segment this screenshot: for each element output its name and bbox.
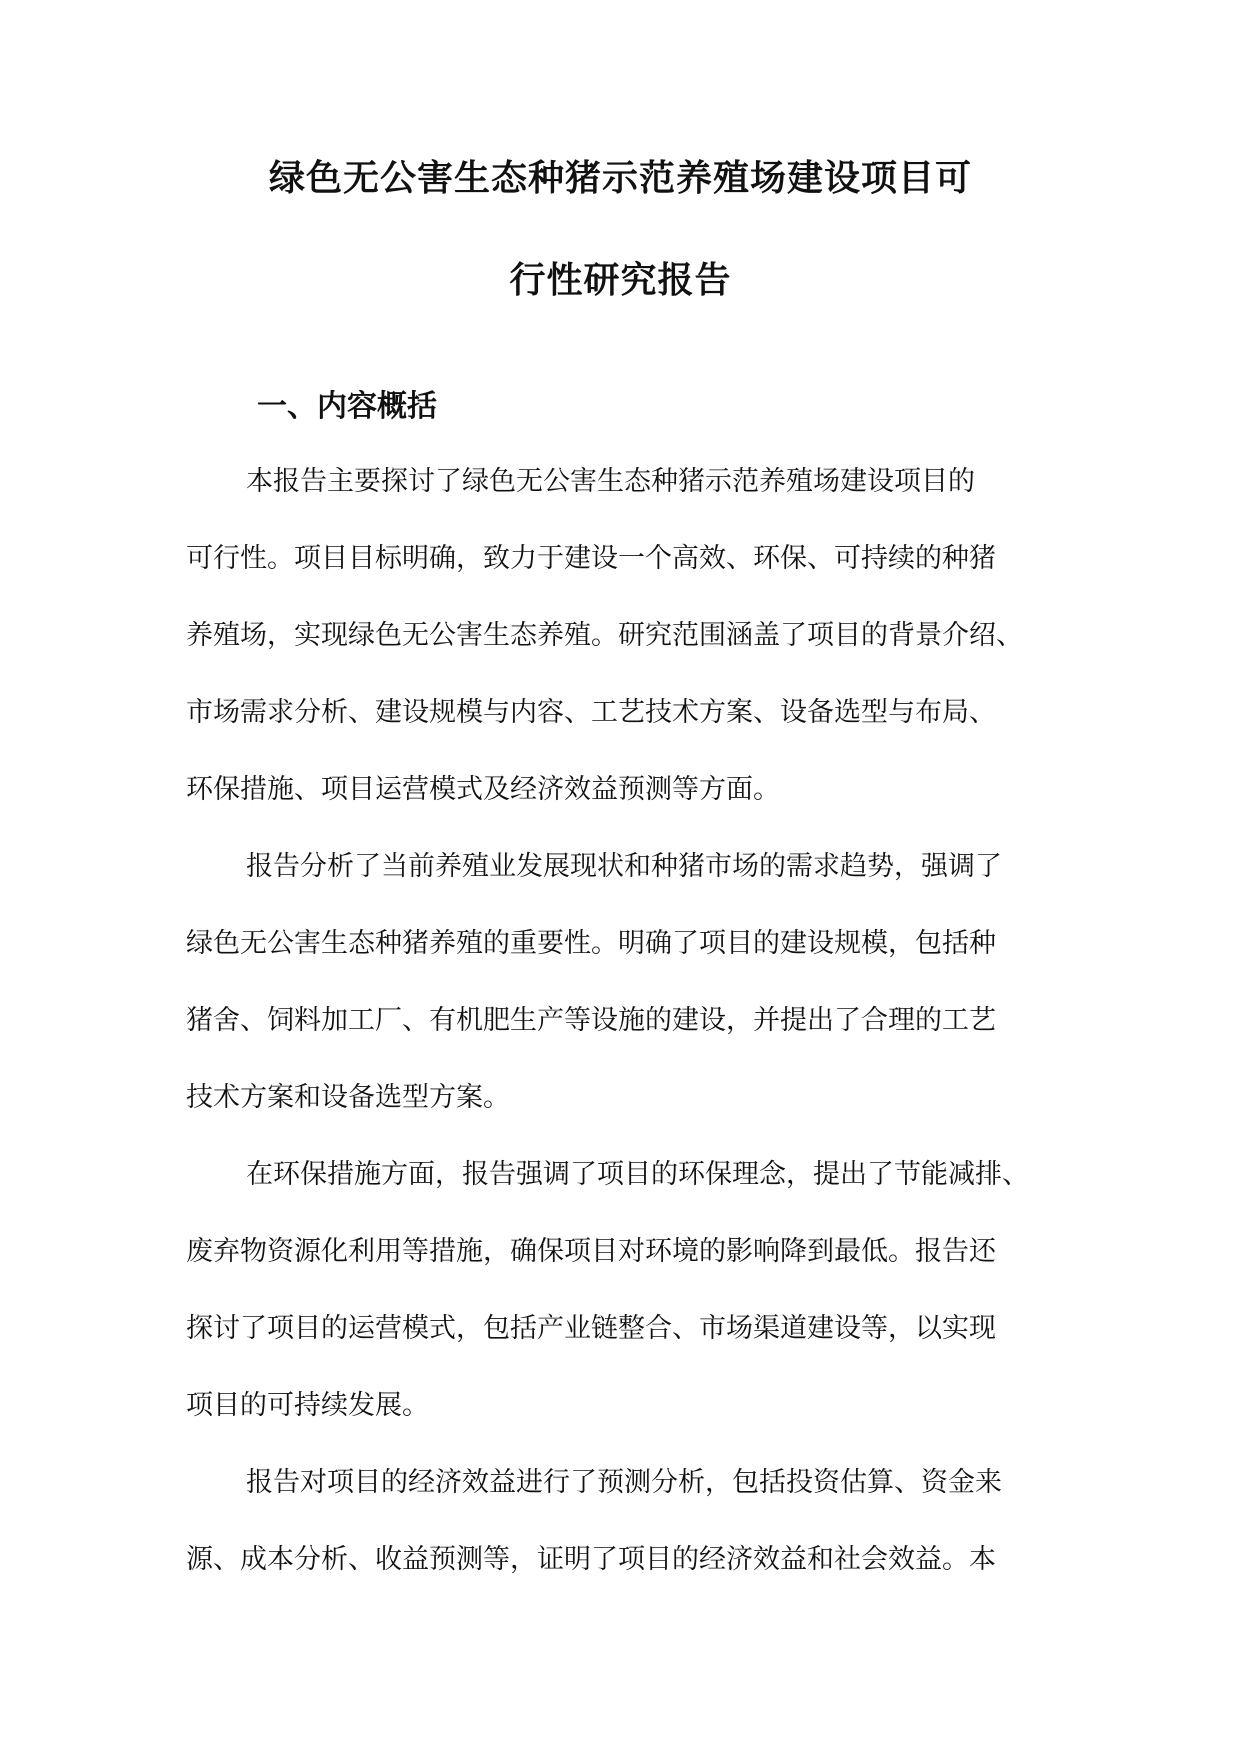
paragraph-4-line-2: 源、成本分析、收益预测等，证明了项目的经济效益和社会效益。本 — [186, 1544, 996, 1575]
paragraph-2-line-3: 猪舍、饲料加工厂、有机肥生产等设施的建设，并提出了合理的工艺 — [186, 1005, 996, 1036]
paragraph-2-line-1: 报告分析了当前养殖业发展现状和种猪市场的需求趋势，强调了 — [246, 851, 1002, 882]
paragraph-1-line-3: 养殖场，实现绿色无公害生态养殖。研究范围涵盖了项目的背景介绍、 — [186, 620, 1023, 651]
paragraph-1-line-4: 市场需求分析、建设规模与内容、工艺技术方案、设备选型与布局、 — [186, 697, 996, 728]
paragraph-3-line-4: 项目的可持续发展。 — [186, 1390, 429, 1421]
paragraph-3-line-1: 在环保措施方面，报告强调了项目的环保理念，提出了节能减排、 — [246, 1159, 1029, 1190]
paragraph-2-line-4: 技术方案和设备选型方案。 — [186, 1082, 510, 1113]
paragraph-2-line-2: 绿色无公害生态种猪养殖的重要性。明确了项目的建设规模，包括种 — [186, 928, 996, 959]
paragraph-1-line-1: 本报告主要探讨了绿色无公害生态种猪示范养殖场建设项目的 — [246, 466, 975, 497]
paragraph-4-line-1: 报告对项目的经济效益进行了预测分析，包括投资估算、资金来 — [246, 1467, 1002, 1498]
paragraph-1-line-2: 可行性。项目目标明确，致力于建设一个高效、环保、可持续的种猪 — [186, 543, 996, 574]
document-title-line-1: 绿色无公害生态种猪示范养殖场建设项目可 — [268, 158, 972, 199]
section-heading: 一、内容概括 — [257, 389, 437, 424]
paragraph-1-line-5: 环保措施、项目运营模式及经济效益预测等方面。 — [186, 774, 780, 805]
document-title-line-2: 行性研究报告 — [509, 260, 732, 301]
paragraph-3-line-2: 废弃物资源化利用等措施，确保项目对环境的影响降到最低。报告还 — [186, 1236, 996, 1267]
paragraph-3-line-3: 探讨了项目的运营模式，包括产业链整合、市场渠道建设等，以实现 — [186, 1313, 996, 1344]
